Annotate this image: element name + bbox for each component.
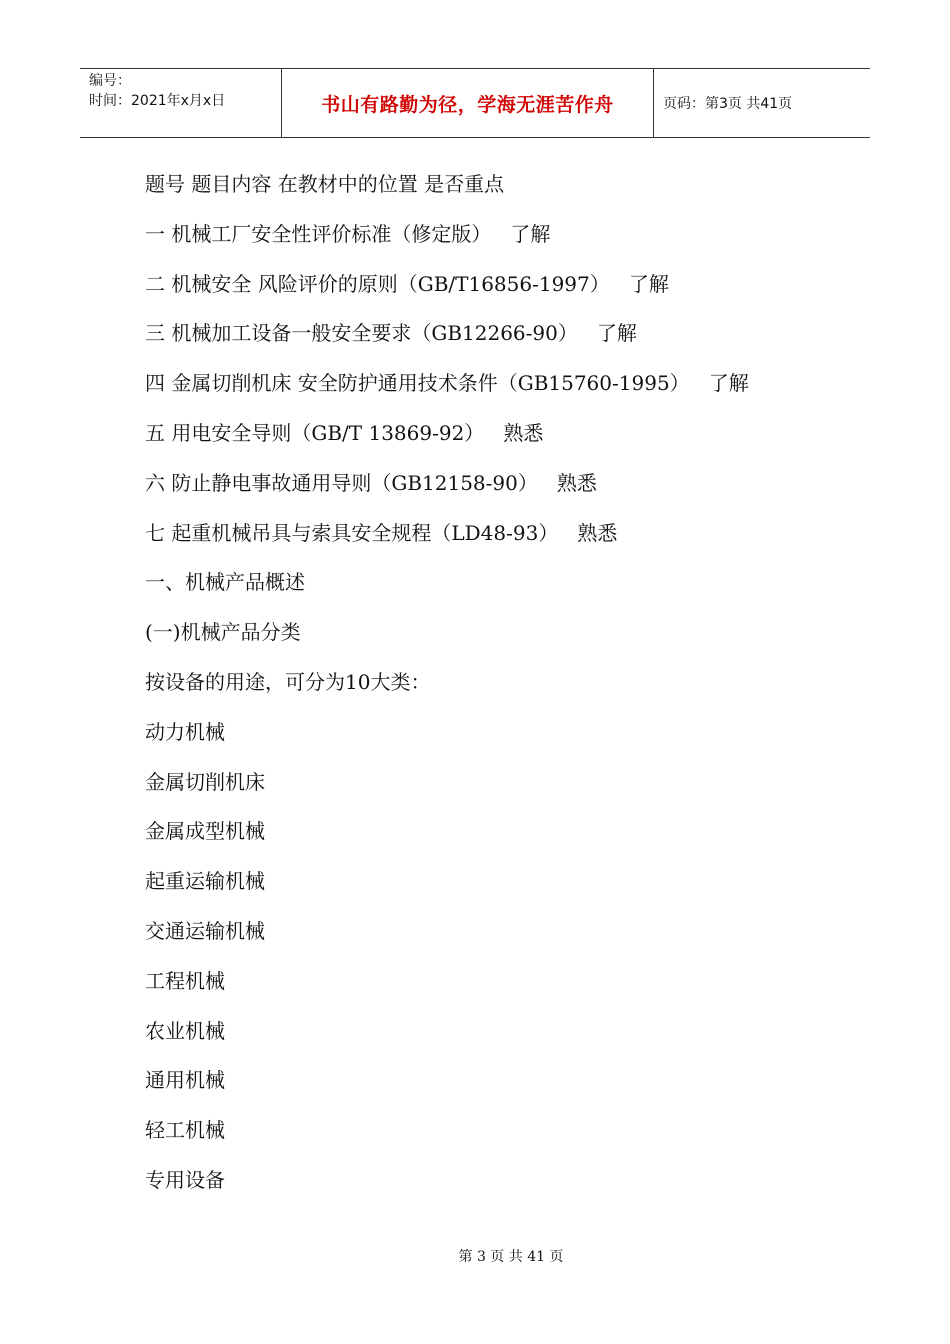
topic-line: 三 机械加工设备一般安全要求（GB12266-90） 了解 (145, 321, 637, 346)
paragraph: 按设备的用途，可分为10大类： (145, 669, 431, 694)
subsection-heading: (一)机械产品分类 (145, 620, 301, 645)
document-time-label: 时间：2021年x月x日 (89, 93, 226, 109)
page-header (80, 68, 870, 138)
table-heading-line: 题号 题目内容 在教材中的位置 是否重点 (145, 172, 505, 196)
document-body (145, 164, 845, 1210)
header-page-cell (654, 69, 870, 137)
category-item: 金属切削机床 (145, 769, 265, 794)
header-motto-cell (282, 69, 654, 137)
header-motto: 书山有路勤为径，学海无涯苦作舟 (321, 93, 614, 116)
section-heading: 一、机械产品概述 (145, 570, 305, 595)
category-item: 专用设备 (145, 1167, 225, 1192)
topic-line: 四 金属切削机床 安全防护通用技术条件（GB15760-1995） 了解 (145, 371, 749, 396)
header-meta-cell (80, 69, 282, 137)
topic-line: 五 用电安全导则（GB/T 13869-92） 熟悉 (145, 420, 544, 445)
page-footer: 第 3 页 共 41 页 (458, 1249, 564, 1265)
category-item: 轻工机械 (145, 1118, 225, 1143)
category-item: 农业机械 (145, 1018, 225, 1043)
category-item: 交通运输机械 (145, 918, 265, 943)
category-item: 金属成型机械 (145, 819, 265, 844)
topic-line: 七 起重机械吊具与索具安全规程（LD48-93） 熟悉 (145, 520, 618, 545)
topic-line: 二 机械安全 风险评价的原则（GB/T16856-1997） 了解 (145, 271, 669, 296)
category-item: 起重运输机械 (145, 869, 265, 894)
category-item: 通用机械 (145, 1068, 225, 1093)
header-page-info: 页码：第3页 共41页 (663, 96, 793, 112)
document-number-label: 编号： (89, 73, 131, 89)
category-item: 工程机械 (145, 968, 225, 993)
category-item: 动力机械 (145, 719, 225, 744)
topic-line: 六 防止静电事故通用导则（GB12158-90） 熟悉 (145, 470, 597, 495)
topic-line: 一 机械工厂安全性评价标准（修定版） 了解 (145, 221, 551, 246)
